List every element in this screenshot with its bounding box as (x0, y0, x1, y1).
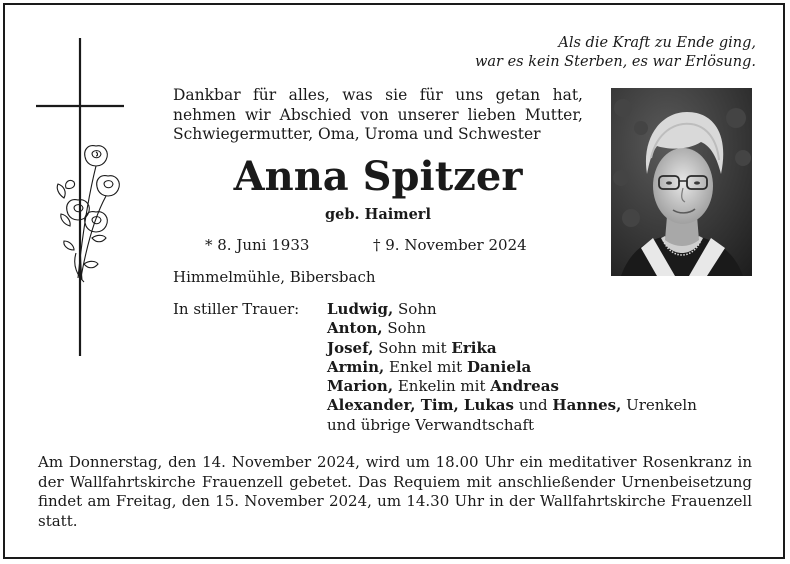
mourner-relation: Urenkeln (621, 396, 697, 415)
residence: Himmelmühle, Bibersbach (173, 268, 376, 286)
motto (440, 34, 756, 72)
mourner-name: Marion, (327, 377, 394, 396)
mourner-relation: und (513, 396, 553, 415)
mourner-line (327, 358, 697, 377)
mourner-relation: Sohn (393, 300, 437, 318)
cross-with-roses-icon (36, 38, 126, 356)
maiden-name: geb. Haimerl (325, 206, 431, 223)
mourners-label: In stiller Trauer: (173, 300, 300, 318)
mourner-name: Alexander, Tim, Lukas (327, 396, 514, 415)
mourner-line (327, 300, 697, 319)
mourner-partner: Erika (451, 338, 497, 357)
mourner-line (327, 396, 697, 415)
service-details: Am Donnerstag, den 14. November 2024, wird um 18.00 Uhr ein meditativer Rosenkranz in der Wallfahrtskirche Frauenzell gebetet. Das Requiem mit anschließender Urnenbeisetzung findet am Freitag, den 15. November 2024, um 14.30 Uhr in der Wallfahrtskirche Frauenzell statt. (38, 453, 752, 530)
mourners-list (327, 300, 697, 435)
mourner-relation: Sohn mit (373, 338, 452, 357)
mourner-name: Hannes, (552, 396, 622, 415)
mourner-name: Armin, (327, 357, 385, 376)
motto-line: Als die Kraft zu Ende ging, (558, 35, 756, 51)
deceased-name: Anna Spitzer (233, 153, 523, 200)
mourner-name: Ludwig, (327, 300, 394, 318)
motto-line: war es kein Sterben, es war Erlösung. (475, 54, 756, 70)
death-date: † 9. November 2024 (373, 236, 527, 254)
mourner-relation: Enkel mit (384, 357, 467, 376)
mourner-partner: Andreas (490, 377, 559, 396)
mourner-relation: Sohn (382, 319, 427, 338)
portrait-photo (611, 88, 752, 276)
mourner-partner: Daniela (466, 357, 532, 376)
birth-date: * 8. Juni 1933 (205, 236, 310, 254)
mourner-line (327, 377, 697, 396)
mourner-line (327, 339, 697, 358)
intro-text: Dankbar für alles, was sie für uns getan hat, nehmen wir Abschied von unserer lieben Mutter, Schwiegermutter, Oma, Uroma und Schwester (173, 86, 583, 143)
mourner-relation: Enkelin mit (393, 377, 491, 396)
mourner-name: Josef, (327, 338, 374, 357)
mourner-name: Anton, (327, 319, 383, 338)
mourner-line: und übrige Verwandtschaft (327, 415, 535, 434)
mourner-line (327, 319, 697, 338)
